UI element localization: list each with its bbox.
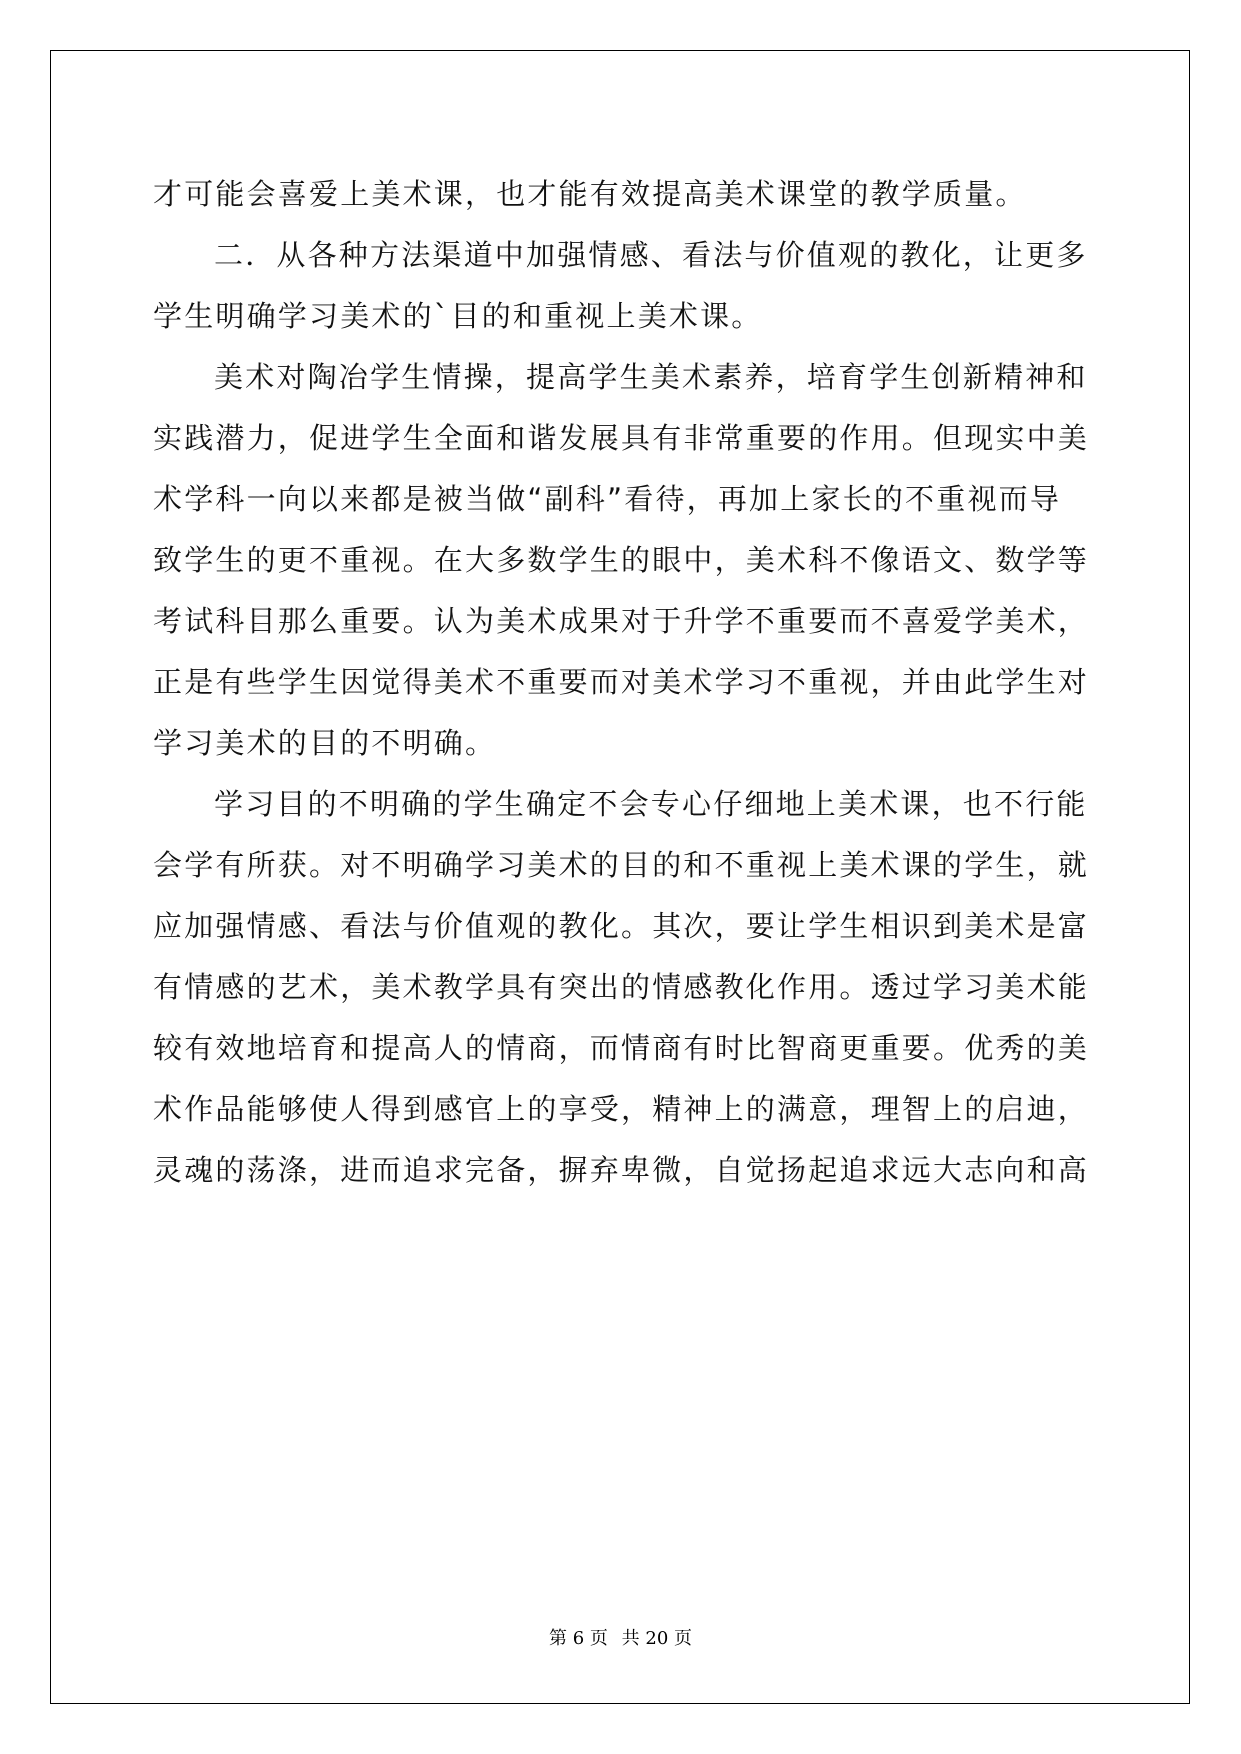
document-body bbox=[153, 166, 1093, 1203]
text-line: 学习美术的目的不明确。 bbox=[153, 726, 497, 760]
text-line: 学生明确学习美术的`目的和重视上美术课。 bbox=[153, 299, 763, 333]
page-number: 第 6 页 bbox=[549, 1628, 608, 1649]
text-line: 实践潜力，促进学生全面和谐发展具有非常重要的作用。但现实中美 bbox=[153, 421, 1090, 455]
text-line: 正是有些学生因觉得美术不重要而对美术学习不重视，并由此学生对 bbox=[153, 665, 1090, 699]
text-line: 致学生的更不重视。在大多数学生的眼中，美术科不像语文、数学等 bbox=[153, 543, 1090, 577]
text-line: 才可能会喜爱上美术课，也才能有效提高美术课堂的教学质量。 bbox=[153, 177, 1027, 211]
page-footer bbox=[0, 1624, 1241, 1650]
text-line: 灵魂的荡涤，进而追求完备，摒弃卑微，自觉扬起追求远大志向和高 bbox=[153, 1153, 1090, 1187]
text-line: 学习目的不明确的学生确定不会专心仔细地上美术课，也不行能 bbox=[214, 787, 1088, 821]
text-line: 较有效地培育和提高人的情商，而情商有时比智商更重要。优秀的美 bbox=[153, 1031, 1090, 1065]
text-line: 术作品能够使人得到感官上的享受，精神上的满意，理智上的启迪， bbox=[153, 1092, 1090, 1126]
text-line: 二．从各种方法渠道中加强情感、看法与价值观的教化，让更多 bbox=[214, 238, 1088, 272]
text-line: 术学科一向以来都是被当做“副科”看待，再加上家长的不重视而导 bbox=[153, 482, 1062, 516]
text-line: 会学有所获。对不明确学习美术的目的和不重视上美术课的学生，就 bbox=[153, 848, 1090, 882]
text-line: 考试科目那么重要。认为美术成果对于升学不重要而不喜爱学美术， bbox=[153, 604, 1090, 638]
page-total: 共 20 页 bbox=[621, 1628, 692, 1649]
text-line: 有情感的艺术，美术教学具有突出的情感教化作用。透过学习美术能 bbox=[153, 970, 1090, 1004]
text-line: 应加强情感、看法与价值观的教化。其次，要让学生相识到美术是富 bbox=[153, 909, 1090, 943]
text-line: 美术对陶冶学生情操，提高学生美术素养，培育学生创新精神和 bbox=[214, 360, 1088, 394]
